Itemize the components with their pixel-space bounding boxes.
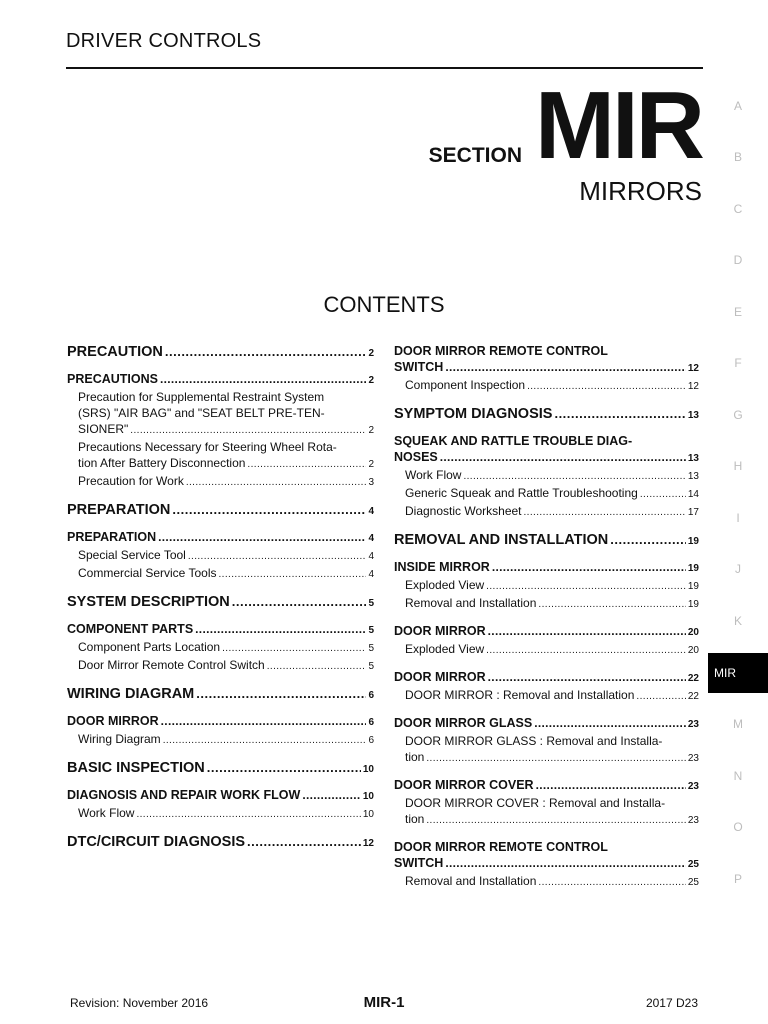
toc-entry-title: Work Flow: [405, 468, 462, 482]
toc-line: [394, 559, 699, 577]
toc-entry-item[interactable]: [67, 805, 374, 823]
toc-entry-title: Generic Squeak and Rattle Troubleshooting: [405, 486, 638, 500]
dot-leader: [610, 531, 686, 548]
toc-entry-title: Exploded View: [405, 578, 485, 592]
footer-revision: Revision: November 2016: [70, 996, 209, 1010]
toc-entry-title: DTC/CIRCUIT DIAGNOSIS: [67, 834, 246, 850]
toc-entry-title: tion: [405, 812, 425, 826]
section-index-tabs: [708, 80, 768, 905]
dot-leader: [232, 593, 367, 610]
toc-entry-item[interactable]: [67, 389, 374, 439]
toc-entry-item[interactable]: [67, 639, 374, 657]
toc-line: [67, 787, 374, 805]
toc-page-number: 5: [368, 643, 374, 654]
toc-page-number: 23: [687, 781, 699, 792]
toc-entry-title: COMPONENT PARTS: [67, 622, 194, 636]
toc-entry-title: SWITCH: [394, 856, 444, 870]
toc-page-number: 2: [368, 425, 374, 436]
header-title: DRIVER CONTROLS: [66, 30, 262, 52]
toc-entry-major[interactable]: [394, 405, 699, 424]
toc-line: [67, 713, 374, 731]
toc-entry-major[interactable]: [67, 833, 374, 852]
toc-entry-title: DOOR MIRROR GLASS : Removal and Installa-: [405, 734, 663, 748]
toc-entry-item[interactable]: [67, 565, 374, 583]
toc-entry-sub[interactable]: [394, 343, 699, 377]
section-tab-e[interactable]: E: [733, 304, 742, 319]
dot-leader: [207, 759, 361, 776]
toc-entry-title: Precautions Necessary for Steering Wheel Rota-: [78, 440, 337, 454]
contents-title: CONTENTS: [323, 292, 445, 317]
toc-entry-sub[interactable]: [394, 715, 699, 733]
toc-line: [405, 485, 699, 503]
toc-line: [78, 657, 374, 675]
toc-page-number: 25: [687, 877, 699, 888]
toc-entry-title: tion After Battery Disconnection: [78, 456, 246, 470]
toc-entry-title: WIRING DIAGRAM: [67, 686, 195, 702]
toc-entry-title: DOOR MIRROR: [394, 624, 486, 638]
toc-entry-title: NOSES: [394, 450, 438, 464]
dot-leader: [538, 875, 685, 891]
toc-line: [394, 855, 699, 873]
footer-model: 2017 D23: [645, 996, 698, 1010]
dot-leader: [188, 549, 367, 565]
toc-line: [78, 547, 374, 565]
toc-page-number: 4: [368, 569, 374, 580]
dot-leader: [165, 343, 367, 360]
toc-page-number: 6: [368, 690, 374, 701]
toc-page-number: 12: [687, 363, 699, 374]
toc-page-number: 22: [687, 691, 699, 702]
toc-line: [405, 595, 699, 613]
section-tab-f[interactable]: F: [734, 356, 742, 371]
section-tab-n[interactable]: N: [733, 768, 743, 783]
toc-page-number: 5: [368, 661, 374, 672]
toc-entry-title: INSIDE MIRROR: [394, 560, 490, 574]
toc-entry-item[interactable]: [394, 595, 699, 613]
toc-entry-major[interactable]: [67, 685, 374, 704]
toc-line: [67, 529, 374, 547]
dot-leader: [158, 529, 366, 545]
toc-entry-title: Removal and Installation: [405, 596, 537, 610]
toc-line: [394, 669, 699, 687]
toc-line: [78, 473, 374, 491]
section-tab-a[interactable]: A: [733, 98, 742, 113]
toc-entry-title: Work Flow: [78, 806, 135, 820]
toc-line: [405, 467, 699, 485]
toc-entry-title: PRECAUTIONS: [67, 372, 158, 386]
toc-entry-title: Wiring Diagram: [78, 732, 161, 746]
toc-line: [67, 343, 374, 362]
dot-leader: [247, 457, 366, 473]
toc-entry-title: Precaution for Work: [78, 474, 184, 488]
toc-page-number: 23: [687, 815, 699, 826]
toc-entry-title: DOOR MIRROR : Removal and Installation: [405, 688, 635, 702]
toc-line: [78, 421, 374, 439]
toc-entry-title: DIAGNOSIS AND REPAIR WORK FLOW: [67, 788, 301, 802]
toc-entry-major[interactable]: [67, 343, 374, 362]
toc-page-number: 5: [368, 625, 374, 636]
section-tab-mir[interactable]: MIR: [708, 653, 768, 693]
toc-entry-sub[interactable]: [394, 623, 699, 641]
toc-entry-sub[interactable]: [67, 713, 374, 731]
toc-page-number: 19: [687, 536, 699, 547]
dot-leader: [445, 855, 686, 871]
section-tab-c[interactable]: C: [733, 201, 743, 216]
toc-entry-title: BASIC INSPECTION: [67, 760, 205, 776]
toc-entry-title: DOOR MIRROR COVER: [394, 778, 534, 792]
toc-entry-title: SQUEAK AND RATTLE TROUBLE DIAG-: [394, 434, 633, 448]
dot-leader: [488, 669, 686, 685]
section-code: MIR: [535, 72, 702, 179]
toc-page-number: 10: [362, 809, 374, 820]
toc-entry-title: (SRS) "AIR BAG" and "SEAT BELT PRE-TEN-: [78, 406, 325, 420]
toc-line: [78, 805, 374, 823]
toc-page-number: 2: [368, 375, 374, 386]
toc-entry-sub[interactable]: [394, 433, 699, 467]
section-tab-b[interactable]: B: [733, 150, 742, 165]
toc-entry-major[interactable]: [394, 531, 699, 550]
dot-leader: [463, 469, 685, 485]
toc-entry-item[interactable]: [394, 577, 699, 595]
toc-page-number: 13: [687, 410, 699, 421]
toc-page-number: 4: [368, 533, 374, 544]
section-tab-m[interactable]: M: [733, 717, 743, 732]
toc-page-number: 23: [687, 719, 699, 730]
toc-entry-item[interactable]: [394, 485, 699, 503]
toc-entry-title: Component Inspection: [405, 378, 526, 392]
toc-entry-title: SYSTEM DESCRIPTION: [67, 594, 230, 610]
toc-entry-sub[interactable]: [67, 529, 374, 547]
toc-entry-sub[interactable]: [394, 669, 699, 687]
toc-entry-item[interactable]: [67, 731, 374, 749]
toc-page-number: 2: [368, 348, 374, 359]
toc-entry-sub[interactable]: [394, 839, 699, 873]
section-tab-j[interactable]: J: [735, 562, 741, 577]
section-label: SECTION: [428, 144, 522, 167]
toc-entry-title: SYMPTOM DIAGNOSIS: [394, 406, 553, 422]
toc-page-number: 2: [368, 459, 374, 470]
toc-line: [405, 749, 699, 767]
toc-entry-title: tion: [405, 750, 425, 764]
toc-page-number: 12: [687, 381, 699, 392]
toc-page-number: 12: [362, 838, 374, 849]
dot-leader: [492, 559, 686, 575]
toc-entry-title: DOOR MIRROR REMOTE CONTROL: [394, 840, 608, 854]
dot-leader: [488, 623, 686, 639]
toc-line: [67, 501, 374, 520]
toc-page-number: 19: [687, 563, 699, 574]
toc-page-number: 4: [368, 506, 374, 517]
toc-line: [405, 641, 699, 659]
toc-entry-sub[interactable]: [67, 787, 374, 805]
toc-entry-item[interactable]: [67, 473, 374, 491]
dot-leader: [524, 505, 686, 521]
toc-line: [78, 455, 374, 473]
dot-leader: [534, 715, 686, 731]
toc-entry-title: DOOR MIRROR GLASS: [394, 716, 533, 730]
toc-line: [405, 377, 699, 395]
toc-page-number: 10: [362, 791, 374, 802]
toc-line: [405, 503, 699, 521]
dot-leader: [536, 777, 686, 793]
toc-page-number: 13: [687, 453, 699, 464]
dot-leader: [186, 475, 367, 491]
section-tab-p[interactable]: P: [733, 871, 742, 886]
dot-leader: [195, 621, 366, 637]
dot-leader: [640, 487, 686, 503]
section-tab-h[interactable]: H: [733, 459, 743, 474]
toc-entry-item[interactable]: [67, 547, 374, 565]
dot-leader: [163, 733, 367, 749]
toc-entry-title: Removal and Installation: [405, 874, 537, 888]
toc-entry-title: SIONER": [78, 422, 129, 436]
toc-entry-sub[interactable]: [394, 559, 699, 577]
toc-entry-title: Precaution for Supplemental Restraint System: [78, 390, 325, 404]
toc-line: [405, 811, 699, 829]
dot-leader: [219, 567, 367, 583]
toc-entry-item[interactable]: [394, 795, 699, 829]
toc-page-number: 19: [687, 599, 699, 610]
toc-page-number: 20: [687, 627, 699, 638]
toc-entry-sub[interactable]: [67, 371, 374, 389]
toc-line: [78, 565, 374, 583]
toc-entry-title: REMOVAL AND INSTALLATION: [394, 532, 609, 548]
toc-entry-item[interactable]: [394, 467, 699, 485]
dot-leader: [486, 643, 686, 659]
toc-line: [67, 759, 374, 778]
toc-line: [78, 731, 374, 749]
toc-entry-title: Diagnostic Worksheet: [405, 504, 522, 518]
toc-entry-title: PREPARATION: [67, 502, 171, 518]
toc-line: [394, 531, 699, 550]
toc-right-column: [394, 343, 699, 891]
toc-line: [67, 833, 374, 852]
toc-entry-item[interactable]: [67, 439, 374, 473]
toc-line: [67, 621, 374, 639]
dot-leader: [426, 813, 686, 829]
toc-page-number: 22: [687, 673, 699, 684]
toc-line: [394, 715, 699, 733]
toc-entry-title: DOOR MIRROR: [67, 714, 159, 728]
toc-entry-item[interactable]: [394, 733, 699, 767]
toc-entry-sub[interactable]: [394, 777, 699, 795]
toc-entry-title: Door Mirror Remote Control Switch: [78, 658, 265, 672]
dot-leader: [130, 423, 366, 439]
dot-leader: [440, 449, 686, 465]
toc-entry-title: Exploded View: [405, 642, 485, 656]
section-tab-i[interactable]: I: [736, 510, 740, 525]
dot-leader: [267, 659, 367, 675]
toc-entry-sub[interactable]: [67, 621, 374, 639]
toc-page-number: 14: [687, 489, 699, 500]
toc-line: [405, 873, 699, 891]
dot-leader: [527, 379, 686, 395]
toc-entry-title: DOOR MIRROR: [394, 670, 486, 684]
dot-leader: [302, 787, 361, 803]
dot-leader: [247, 833, 361, 850]
toc-line: [67, 685, 374, 704]
toc-entry-title: SWITCH: [394, 360, 444, 374]
toc-entry-title: PREPARATION: [67, 530, 157, 544]
dot-leader: [636, 689, 685, 705]
toc-line: [78, 639, 374, 657]
dot-leader: [160, 371, 366, 387]
toc-page-number: 10: [362, 764, 374, 775]
toc-entry-major[interactable]: [67, 759, 374, 778]
toc-line: [394, 449, 699, 467]
dot-leader: [426, 751, 686, 767]
dot-leader: [136, 807, 360, 823]
toc-entry-title: PRECAUTION: [67, 344, 163, 360]
toc-entry-title: Special Service Tool: [78, 548, 186, 562]
section-tab-o[interactable]: O: [733, 820, 743, 835]
toc-page-number: 19: [687, 581, 699, 592]
toc-entry-title: DOOR MIRROR COVER : Removal and Installa-: [405, 796, 666, 810]
toc-page-number: 4: [368, 551, 374, 562]
toc-line: [394, 359, 699, 377]
toc-page-number: 23: [687, 753, 699, 764]
toc-entry-major[interactable]: [67, 501, 374, 520]
toc-entry-item[interactable]: [394, 377, 699, 395]
toc-page-number: 20: [687, 645, 699, 656]
section-tab-g[interactable]: G: [733, 407, 743, 422]
toc-entry-title: DOOR MIRROR REMOTE CONTROL: [394, 344, 608, 358]
section-name: MIRRORS: [579, 176, 702, 206]
section-tab-k[interactable]: K: [733, 613, 742, 628]
toc-line: [405, 577, 699, 595]
dot-leader: [222, 641, 366, 657]
dot-leader: [538, 597, 685, 613]
toc-page-number: 5: [368, 598, 374, 609]
toc-line: [394, 405, 699, 424]
toc-line: [67, 593, 374, 612]
toc-page-number: 6: [368, 735, 374, 746]
toc-entry-item[interactable]: [67, 657, 374, 675]
toc-entry-major[interactable]: [67, 593, 374, 612]
toc-page-number: 6: [368, 717, 374, 728]
dot-leader: [161, 713, 367, 729]
toc-line: [405, 687, 699, 705]
section-tab-d[interactable]: D: [733, 253, 743, 268]
footer-page-id: MIR-1: [363, 994, 405, 1011]
toc-page-number: 17: [687, 507, 699, 518]
toc-entry-title: Commercial Service Tools: [78, 566, 217, 580]
toc-entry-item[interactable]: [394, 873, 699, 891]
dot-leader: [172, 501, 366, 518]
header-rule: [66, 67, 703, 69]
toc-entry-item[interactable]: [394, 641, 699, 659]
toc-page-number: 3: [368, 477, 374, 488]
toc-entry-item[interactable]: [394, 503, 699, 521]
dot-leader: [445, 359, 686, 375]
toc-line: [394, 623, 699, 641]
toc-page-number: 25: [687, 859, 699, 870]
toc-entry-item[interactable]: [394, 687, 699, 705]
toc-line: [67, 371, 374, 389]
toc-page-number: 13: [687, 471, 699, 482]
toc-entry-title: Component Parts Location: [78, 640, 221, 654]
dot-leader: [486, 579, 686, 595]
toc-left-column: [67, 343, 374, 852]
dot-leader: [196, 685, 366, 702]
toc-line: [394, 777, 699, 795]
dot-leader: [554, 405, 685, 422]
